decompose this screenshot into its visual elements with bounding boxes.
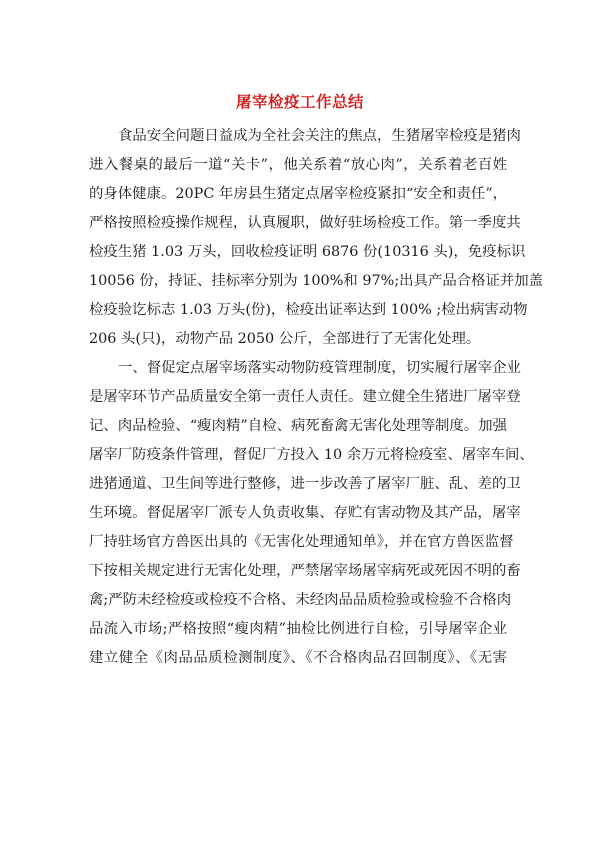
paragraph-2 bbox=[89, 354, 534, 673]
text-line: 禽;严防未经检疫或检疫不合格、未经肉品品质检验或检验不合格肉 bbox=[89, 592, 512, 608]
paragraph-1 bbox=[89, 122, 544, 354]
text-line: 检疫生猪 1.03 万头，回收检疫证明 6876 份(10316 头)，免疫标识 bbox=[89, 244, 526, 260]
text-line: 下按相关规定进行无害化处理，严禁屠宰场屠宰病死或死因不明的畜 bbox=[89, 563, 521, 579]
text-line: 是屠宰环节产品质量安全第一责任人责任。建立健全生猪进厂屠宰登 bbox=[89, 389, 521, 405]
text-line: 屠宰厂防疫条件管理，督促厂方投入 10 余万元将检疫室、屠宰车间、 bbox=[89, 447, 534, 463]
text-line: 生环境。督促屠宰厂派专人负责收集、存贮有害动物及其产品，屠宰 bbox=[89, 505, 521, 521]
document-title: 屠宰检疫工作总结 bbox=[235, 93, 364, 111]
text-line: 记、肉品检验、“瘦肉精”自检、病死畜禽无害化处理等制度。加强 bbox=[89, 418, 507, 434]
text-line: 严格按照检疫操作规程，认真履职，做好驻场检疫工作。第一季度共 bbox=[89, 215, 521, 231]
document-body bbox=[89, 122, 544, 673]
text-line: 进入餐桌的最后一道“关卡”，他关系着“放心肉”，关系着老百姓 bbox=[89, 157, 507, 173]
text-line: 的身体健康。20PC 年房县生猪定点屠宰检疫紧扣“安全和责任”， bbox=[89, 186, 508, 202]
text-line: 检疫验讫标志 1.03 万头(份)，检疫出证率达到 100% ;检出病害动物 bbox=[89, 302, 528, 318]
text-line: 食品安全问题日益成为全社会关注的焦点，生猪屠宰检疫是猪肉 bbox=[118, 128, 521, 144]
text-line: 一、督促定点屠宰场落实动物防疫管理制度，切实履行屠宰企业 bbox=[118, 360, 521, 376]
text-line: 品流入市场;严格按照“瘦肉精”抽检比例进行自检，引导屠宰企业 bbox=[89, 621, 507, 637]
text-line: 厂持驻场官方兽医出具的《无害化处理通知单》，并在官方兽医监督 bbox=[89, 534, 514, 550]
text-line: 206 头(只)，动物产品 2050 公斤，全部进行了无害化处理。 bbox=[89, 331, 481, 347]
text-line: 建立健全《肉品品质检测制度》、《不合格肉品召回制度》、《无害 bbox=[89, 650, 507, 666]
text-line: 进猪通道、卫生间等进行整修，进一步改善了屠宰厂脏、乱、差的卫 bbox=[89, 476, 521, 492]
text-line: 10056 份，持证、挂标率分别为 100%和 97%;出具产品合格证并加盖 bbox=[89, 273, 544, 289]
